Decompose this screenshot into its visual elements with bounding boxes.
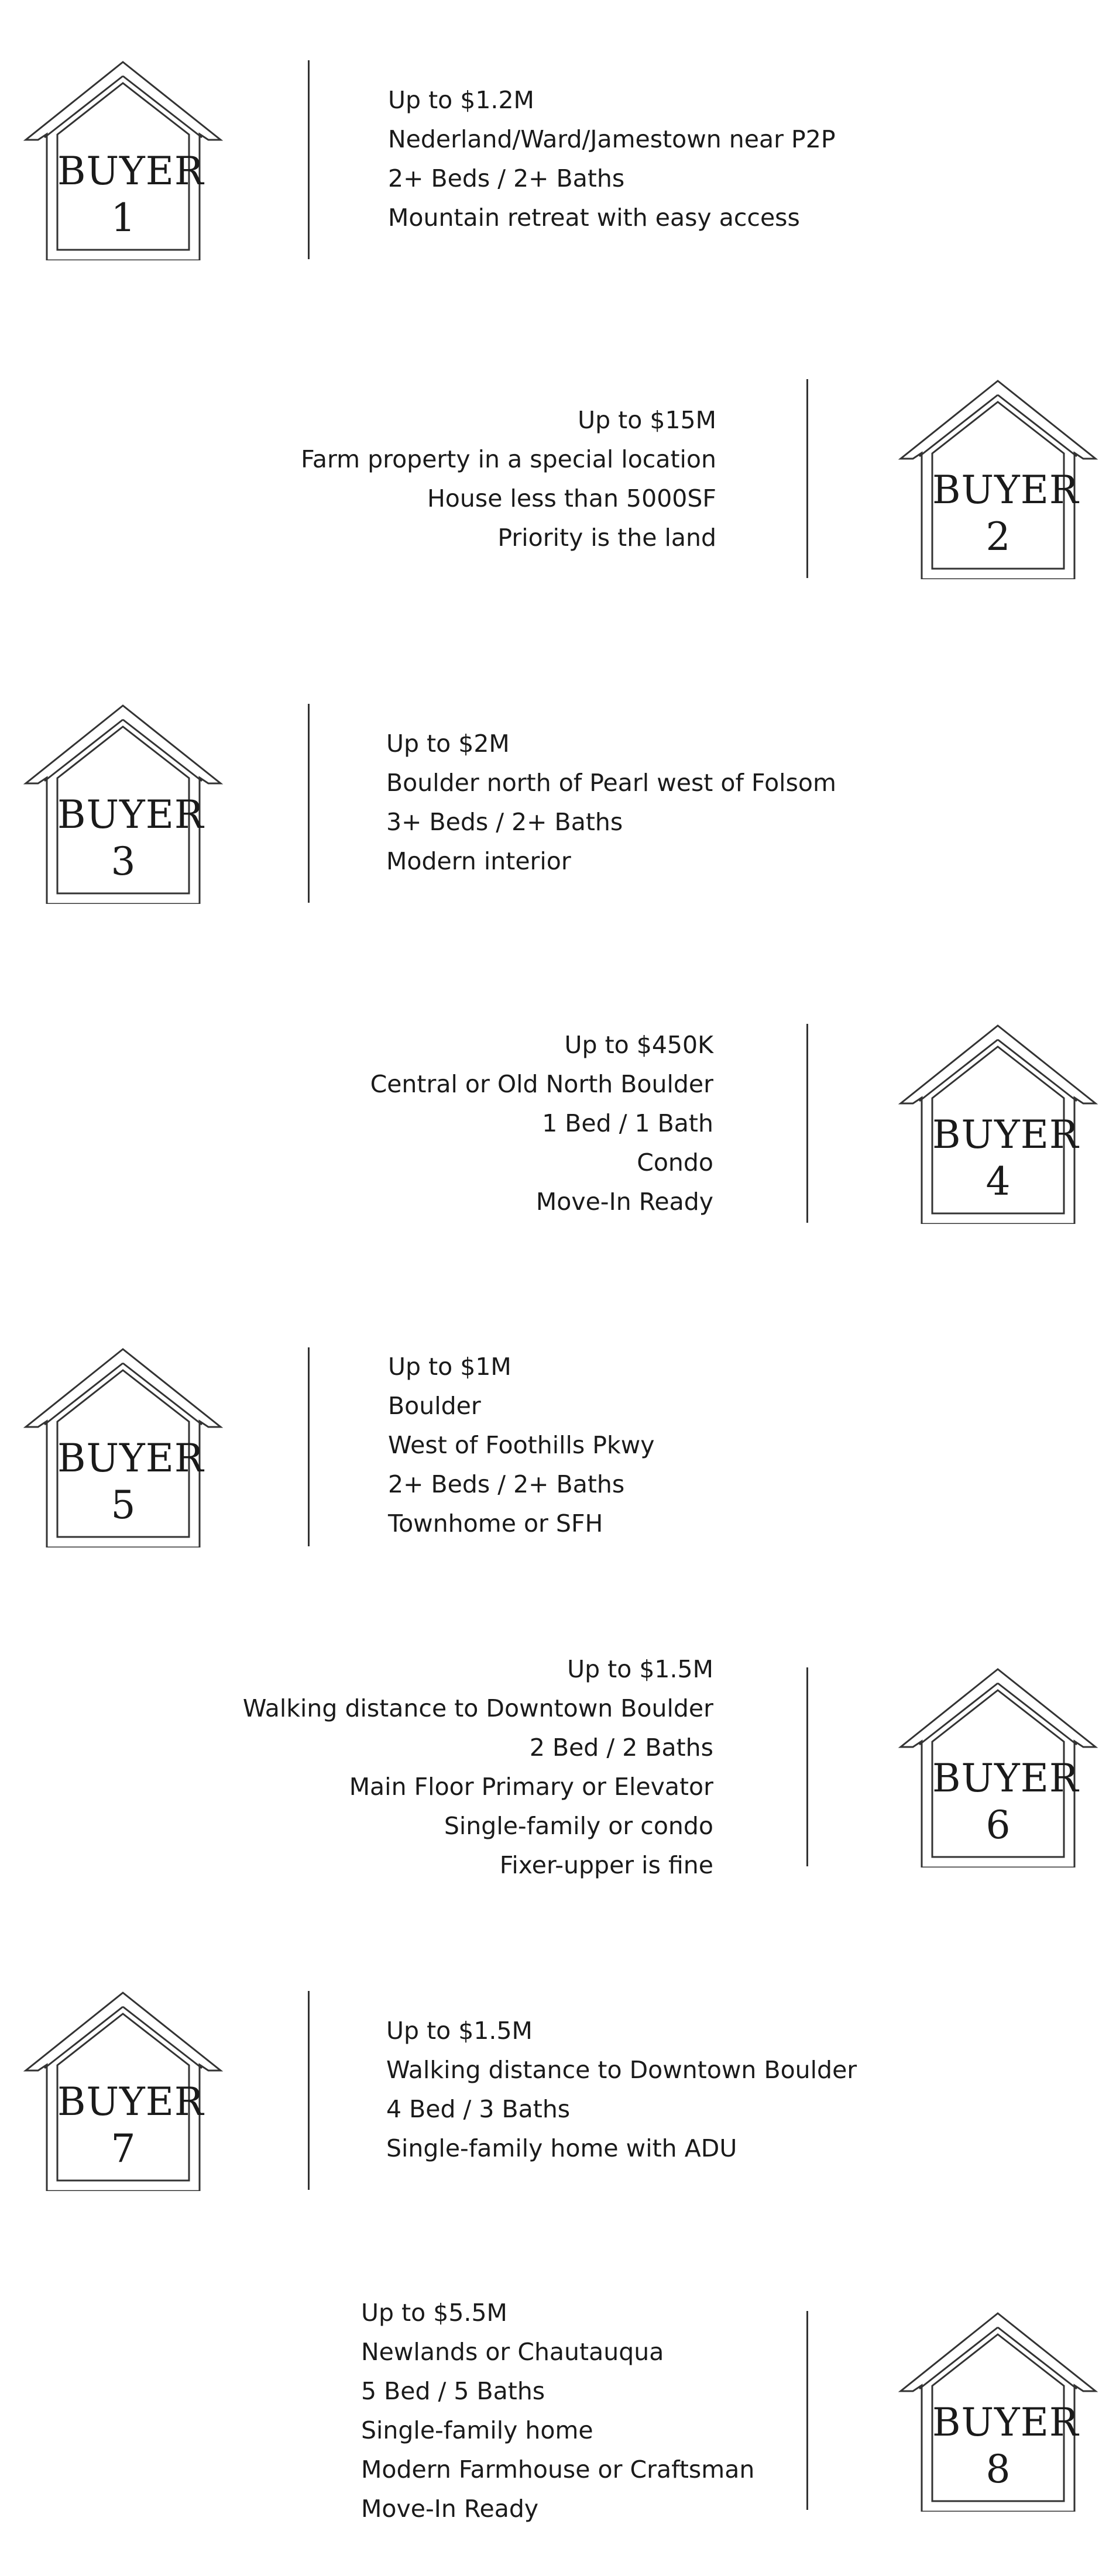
divider	[806, 1667, 808, 1866]
price: Up to $15M	[578, 406, 716, 434]
detail: Walking distance to Downtown Boulder	[386, 2056, 857, 2084]
buyer-number: 6	[985, 1803, 1011, 1848]
detail: 1 Bed / 1 Bath	[542, 1109, 713, 1137]
detail: House less than 5000SF	[427, 484, 716, 513]
detail: 4 Bed / 3 Baths	[386, 2095, 571, 2123]
buyer-3-house-icon	[22, 702, 224, 904]
buyer-3-details	[386, 724, 836, 881]
buyer-5-house-icon	[22, 1346, 224, 1547]
buyer-number: 3	[111, 839, 136, 884]
price: Up to $5.5M	[361, 2299, 507, 2327]
detail: 2+ Beds / 2+ Baths	[388, 1470, 625, 1498]
price: Up to $1.5M	[386, 2017, 533, 2045]
buyer-6-details	[243, 1650, 713, 1885]
detail: 3+ Beds / 2+ Baths	[386, 808, 623, 836]
detail: 2 Bed / 2 Baths	[529, 1734, 713, 1762]
divider	[806, 379, 808, 578]
detail: Nederland/Ward/Jamestown near P2P	[388, 125, 836, 153]
detail: Mountain retreat with easy access	[388, 204, 800, 232]
divider	[308, 1347, 310, 1546]
detail: Main Floor Primary or Elevator	[349, 1773, 713, 1801]
detail: Single-family or condo	[444, 1812, 713, 1840]
buyer-7-details	[386, 2011, 857, 2168]
price: Up to $1.2M	[388, 86, 534, 114]
buyer-1-details	[388, 81, 836, 238]
detail: Central or Old North Boulder	[370, 1070, 713, 1098]
buyer-7-house-icon	[22, 1989, 224, 2191]
buyer-number: 1	[111, 195, 136, 240]
buyer-label: BUYER	[57, 2079, 204, 2124]
detail: Walking distance to Downtown Boulder	[242, 1694, 713, 1722]
divider	[308, 60, 310, 259]
detail: Condo	[637, 1148, 713, 1177]
buyer-number: 2	[985, 514, 1011, 559]
buyer-number: 8	[985, 2447, 1011, 2492]
divider	[308, 704, 310, 903]
detail: West of Foothills Pkwy	[388, 1431, 655, 1459]
detail: Single-family home	[361, 2416, 593, 2444]
detail: Modern Farmhouse or Craftsman	[361, 2455, 755, 2484]
buyer-8-house-icon	[897, 2310, 1099, 2512]
buyer-label: BUYER	[57, 149, 204, 194]
price: Up to $2M	[386, 730, 510, 758]
detail: 2+ Beds / 2+ Baths	[388, 164, 625, 192]
detail: Move-In Ready	[361, 2495, 539, 2523]
buyer-label: BUYER	[57, 1436, 204, 1481]
buyer-label: BUYER	[57, 792, 204, 837]
detail: Farm property in a special location	[301, 445, 716, 473]
detail: Priority is the land	[497, 524, 716, 552]
buyer-label: BUYER	[932, 1112, 1079, 1157]
detail: Newlands or Chautauqua	[361, 2338, 664, 2366]
divider	[806, 1024, 808, 1223]
detail: Fixer-upper is fine	[499, 1851, 713, 1879]
detail: Single-family home with ADU	[386, 2134, 737, 2162]
buyer-4-house-icon	[897, 1022, 1099, 1224]
buyer-1-house-icon	[22, 59, 224, 260]
buyer-label: BUYER	[932, 2400, 1079, 2445]
divider	[308, 1991, 310, 2190]
buyer-label: BUYER	[932, 467, 1079, 513]
buyer-6-house-icon	[897, 1666, 1099, 1867]
buyer-number: 4	[985, 1159, 1011, 1204]
divider	[806, 2311, 808, 2510]
buyer-2-house-icon	[897, 377, 1099, 579]
detail: 5 Bed / 5 Baths	[361, 2377, 545, 2405]
buyer-number: 7	[111, 2126, 136, 2171]
price: Up to $450K	[564, 1031, 713, 1059]
detail: Modern interior	[386, 847, 571, 875]
buyer-5-details	[388, 1347, 655, 1543]
buyer-4-details	[370, 1026, 713, 1222]
price: Up to $1M	[388, 1353, 511, 1381]
buyer-8-details	[361, 2293, 754, 2529]
buyer-label: BUYER	[932, 1756, 1079, 1801]
buyer-number: 5	[111, 1483, 136, 1528]
detail: Move-In Ready	[535, 1188, 713, 1216]
price: Up to $1.5M	[567, 1655, 713, 1683]
detail: Boulder north of Pearl west of Folsom	[386, 769, 836, 797]
buyer-2-details	[301, 401, 716, 558]
detail: Boulder	[388, 1392, 481, 1420]
detail: Townhome or SFH	[388, 1509, 603, 1538]
